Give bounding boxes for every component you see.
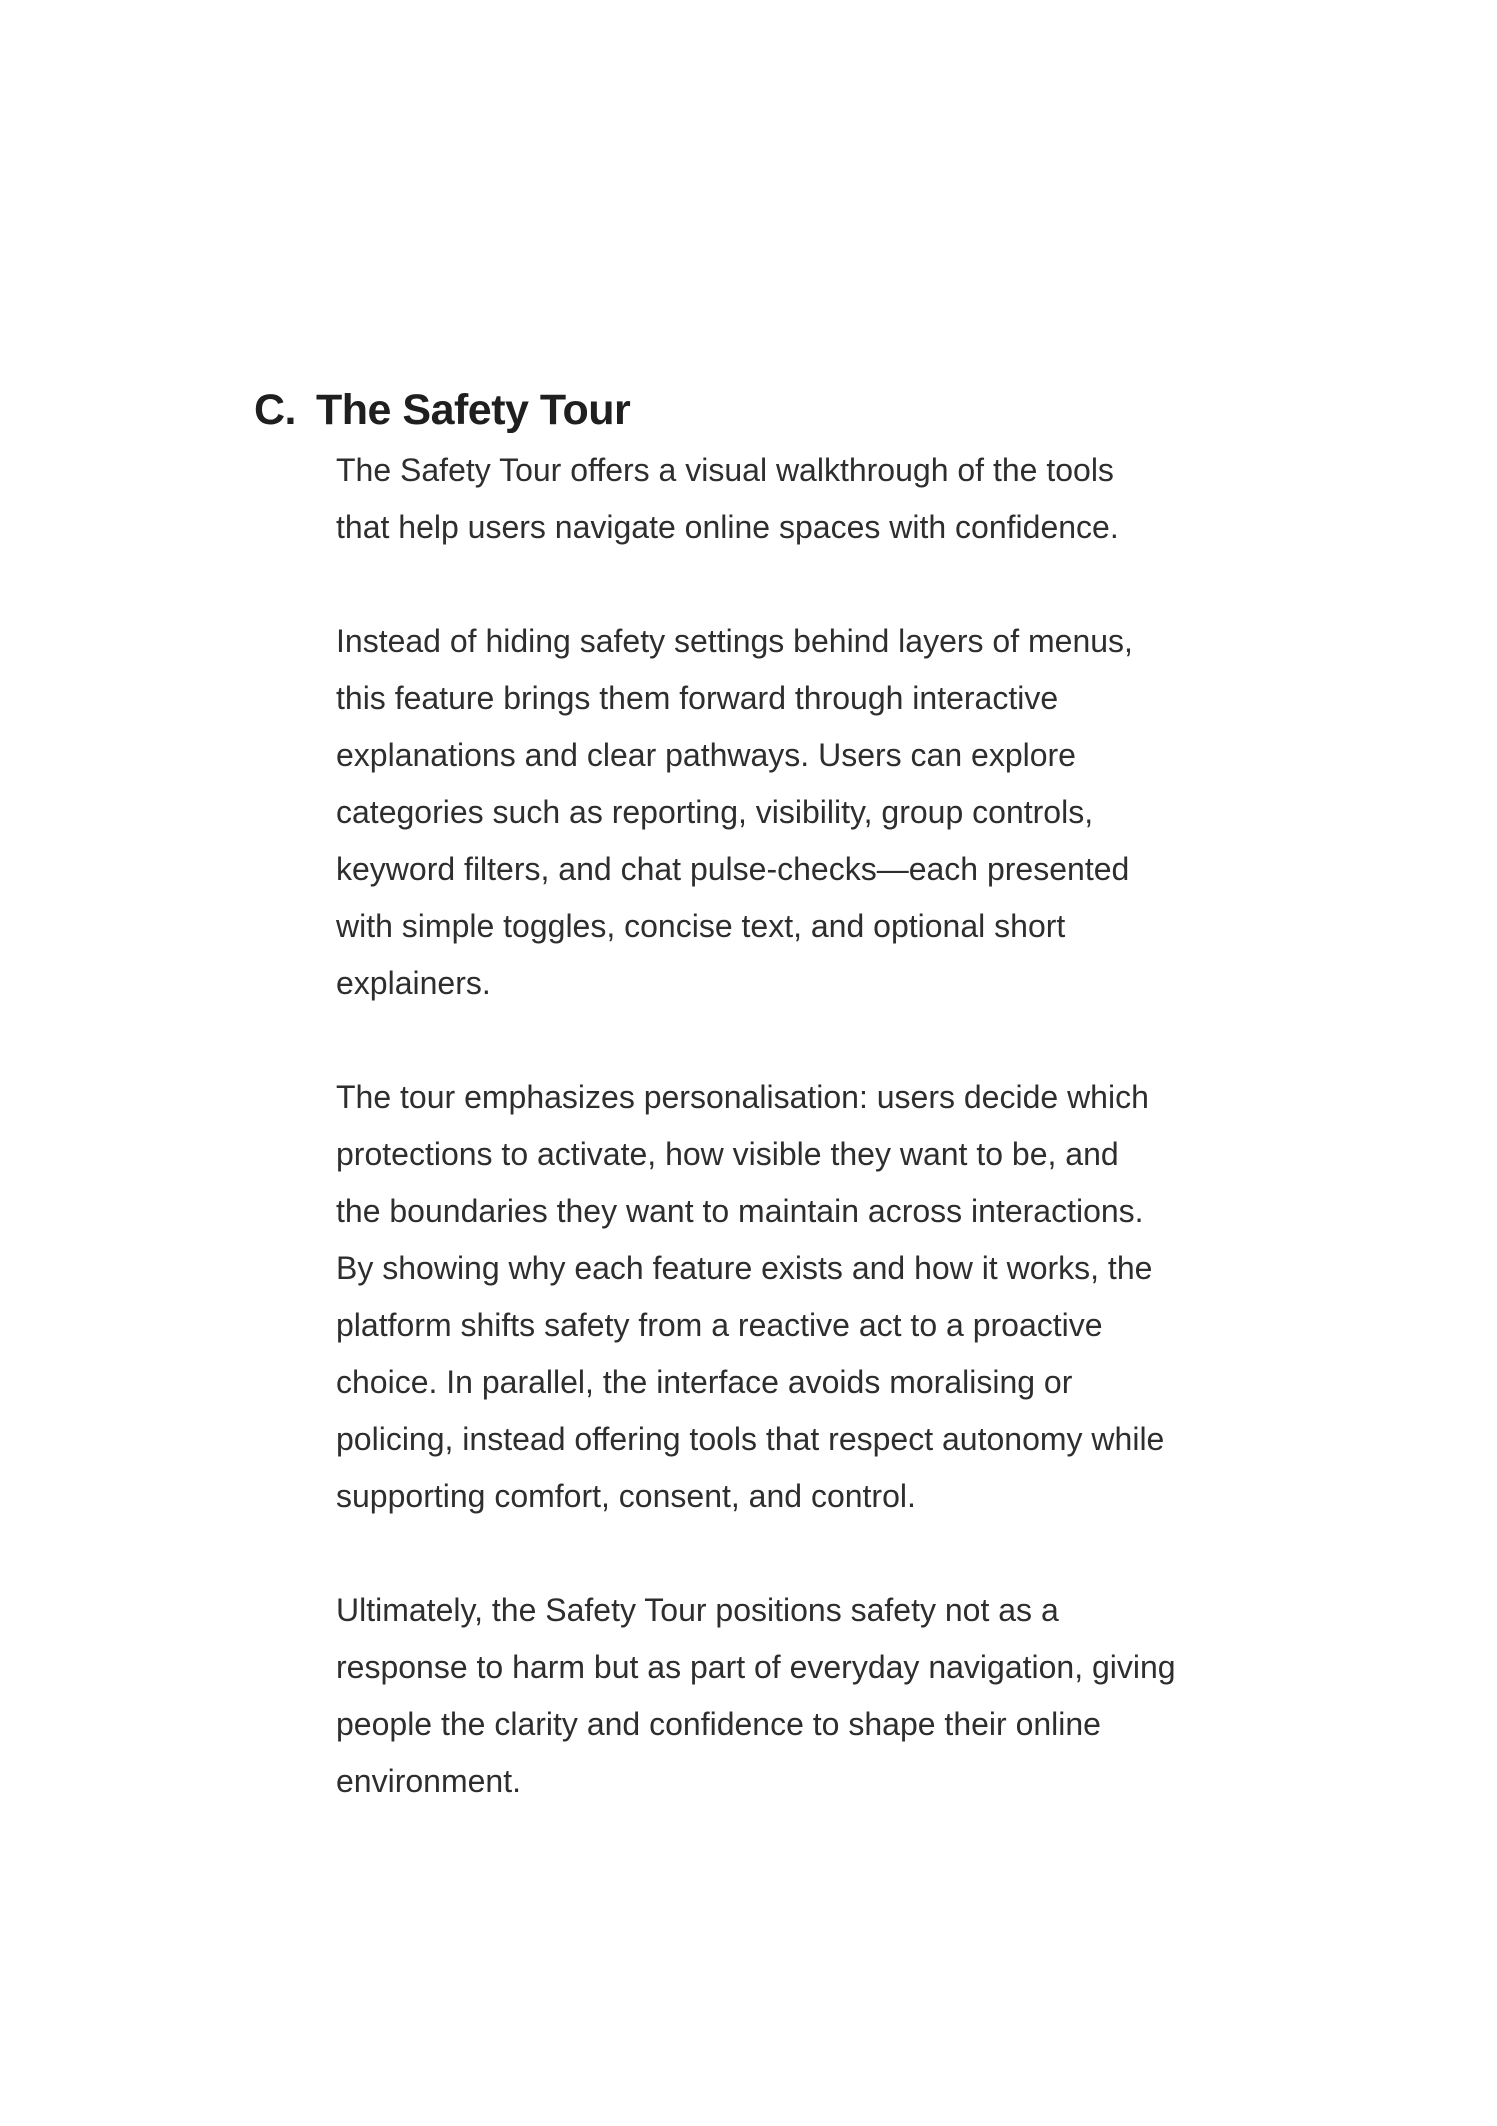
paragraph-line: explainers. [336,965,491,1001]
paragraph-line: supporting comfort, consent, and control. [336,1478,916,1514]
section-letter: C. [254,386,296,434]
paragraph-intro [336,442,1266,556]
paragraph-line: environment. [336,1763,521,1799]
paragraph-line: Ultimately, the Safety Tour positions safety not as a [336,1592,1059,1628]
paragraph-line: platform shifts safety from a reactive act to a proactive [336,1307,1103,1343]
paragraph-personalisation [336,1069,1266,1525]
paragraph-line: categories such as reporting, visibility, group controls, [336,794,1094,830]
paragraph-line: choice. In parallel, the interface avoids moralising or [336,1364,1073,1400]
paragraph-line: keyword filters, and chat pulse-checks—each presented [336,851,1130,887]
paragraph-line: policing, instead offering tools that respect autonomy while [336,1421,1165,1457]
paragraph-line: the boundaries they want to maintain across interactions. [336,1193,1144,1229]
paragraph-conclusion [336,1582,1266,1810]
section-heading [254,382,630,438]
paragraph-line: with simple toggles, concise text, and optional short [336,908,1066,944]
paragraph-line: The Safety Tour offers a visual walkthrough of the tools [336,452,1114,488]
paragraph-line: that help users navigate online spaces with confidence. [336,509,1119,545]
paragraph-line: explanations and clear pathways. Users can explore [336,737,1076,773]
paragraph-line: people the clarity and confidence to shape their online [336,1706,1101,1742]
paragraph-line: this feature brings them forward through interactive [336,680,1059,716]
paragraph-line: response to harm but as part of everyday navigation, giving [336,1649,1176,1685]
paragraph-line: Instead of hiding safety settings behind layers of menus, [336,623,1133,659]
section-body [336,442,1266,1867]
section-title: The Safety Tour [316,386,631,434]
paragraph-line: The tour emphasizes personalisation: users decide which [336,1079,1149,1115]
paragraph-features [336,613,1266,1012]
paragraph-line: protections to activate, how visible they want to be, and [336,1136,1119,1172]
paragraph-line: By showing why each feature exists and how it works, the [336,1250,1153,1286]
